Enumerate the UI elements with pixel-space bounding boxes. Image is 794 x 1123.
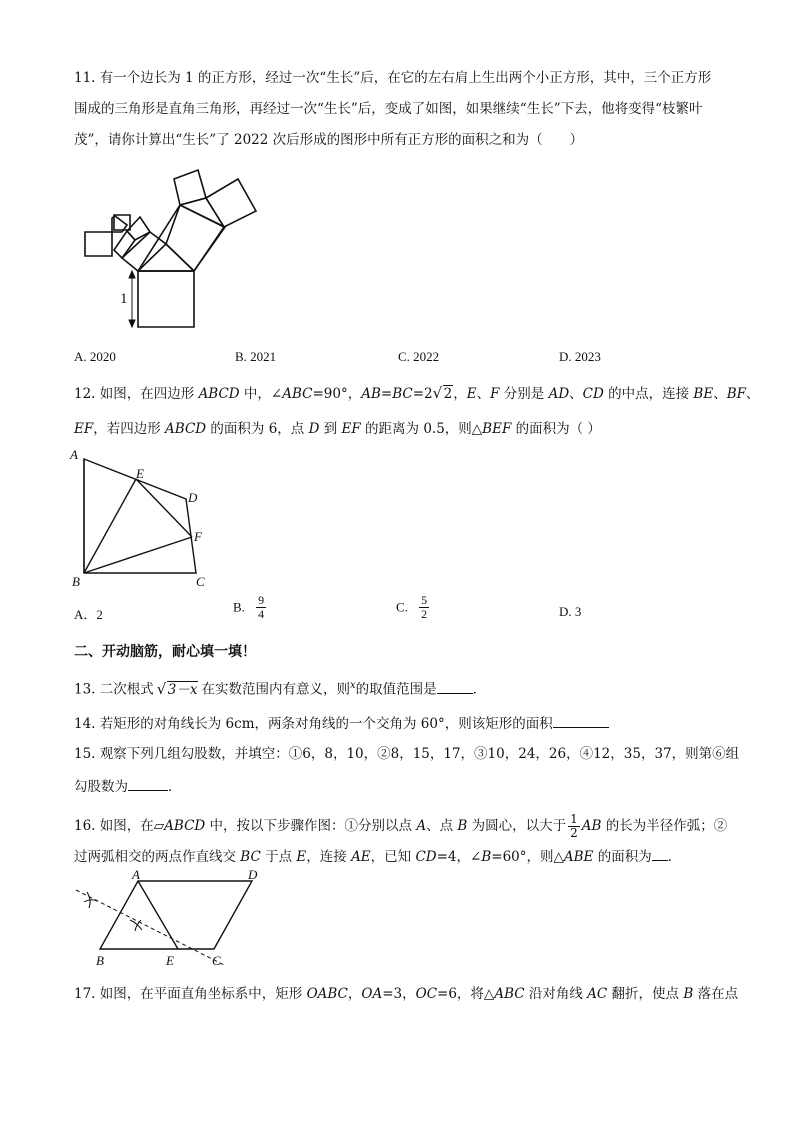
q12-label-a: A [70, 447, 78, 462]
q12-label-f: F [194, 529, 202, 544]
q16-line1: 16. 如图，在▱ABCD 中，按以下步骤作图：①分别以点 A、点 B 为圆心，以大于 $\frac{1}{2}$ AB 的长为半径作弧；② [74, 812, 728, 840]
q14-answer-blank[interactable] [553, 714, 609, 728]
q12-option-b[interactable]: B. $\frac{9}{4}$ [233, 593, 265, 621]
q11-option-a[interactable]: A. 2020 [74, 349, 116, 364]
q11-pythagoras-tree-figure [70, 160, 270, 340]
q15-answer-blank[interactable] [128, 777, 168, 791]
q12-option-d[interactable]: D. 3 [559, 604, 582, 619]
q12-line2: EF，若四边形 ABCD 的面积为 6，点 D 到 EF 的距离为 0.5，则△BEF 的面积为（ ） [74, 421, 601, 437]
q11-option-b[interactable]: B. 2021 [235, 349, 277, 364]
q16-label-a: A [132, 870, 140, 882]
q14-line: 14. 若矩形的对角线长为 6cm，两条对角线的一个交角为 60°，则该矩形的面积 [74, 714, 609, 733]
q11-side-label: 1 [120, 291, 128, 307]
q15-line1: 15. 观察下列几组勾股数，并填空：①6，8，10，②8，15，17，③10，24，26，④12，35，37，则第⑥组 [74, 746, 740, 762]
q12-label-b: B [72, 574, 80, 589]
section-2-title: 二、开动脑筋，耐心填一填！ [74, 644, 256, 660]
q12-option-c[interactable]: C. $\frac{5}{2}$ [396, 593, 428, 621]
q16-label-c: C [212, 953, 221, 968]
q17-line: 17. 如图，在平面直角坐标系中，矩形 OABC，OA=3，OC=6，将△ABC 沿对角线 AC 翻折，使点 B 落在点 [74, 986, 739, 1002]
q12-label-e: E [136, 466, 144, 481]
q16-answer-blank[interactable] [652, 847, 668, 861]
q11-line1: 11. 有一个边长为 1 的正方形，经过一次“生长”后，在它的左右肩上生出两个小正方形，其中，三个正方形 [74, 70, 712, 86]
q12-label-c: C [196, 574, 205, 589]
q15-line2: 勾股数为 ． [74, 779, 182, 795]
sqrt-symbol: √ 3－x [157, 681, 199, 699]
q11-line2: 围成的三角形是直角三角形，再经过一次“生长”后，变成了如图，如果继续“生长”下去，他将变得“枝繁叶 [74, 101, 703, 117]
q16-label-e: E [166, 953, 174, 968]
q11-line3: 茂”，请你计算出“生长”了 2022 次后形成的图形中所有正方形的面积之和为（ ） [74, 132, 584, 148]
q12-option-a[interactable]: A．2 [74, 607, 103, 622]
q13-answer-blank[interactable] [437, 680, 473, 694]
q12-label-d: D [188, 490, 198, 505]
q12-quadrilateral-figure [66, 444, 226, 594]
q13-line: 13. 二次根式√ 3－x 在实数范围内有意义，则$^x$的取值范围是 ． [74, 677, 486, 699]
q16-line2: 过两弧相交的两点作直线交 BC 于点 E，连接 AE，已知 CD=4，∠B=60°，则△ABE 的面积为 ． [74, 849, 682, 865]
sqrt-symbol: √ 2 [433, 385, 454, 403]
q12-line1: 12. 如图，在四边形 ABCD 中，∠ABC=90°，AB=BC=2√ 2，E、F 分别是 AD、CD 的中点，连接 BE、BF、 [74, 385, 759, 403]
q16-parallelogram-figure [66, 870, 276, 970]
q16-label-b: B [96, 953, 104, 968]
q16-label-d: D [248, 870, 258, 882]
q11-option-d[interactable]: D. 2023 [559, 349, 601, 364]
q11-option-c[interactable]: C. 2022 [398, 349, 440, 364]
